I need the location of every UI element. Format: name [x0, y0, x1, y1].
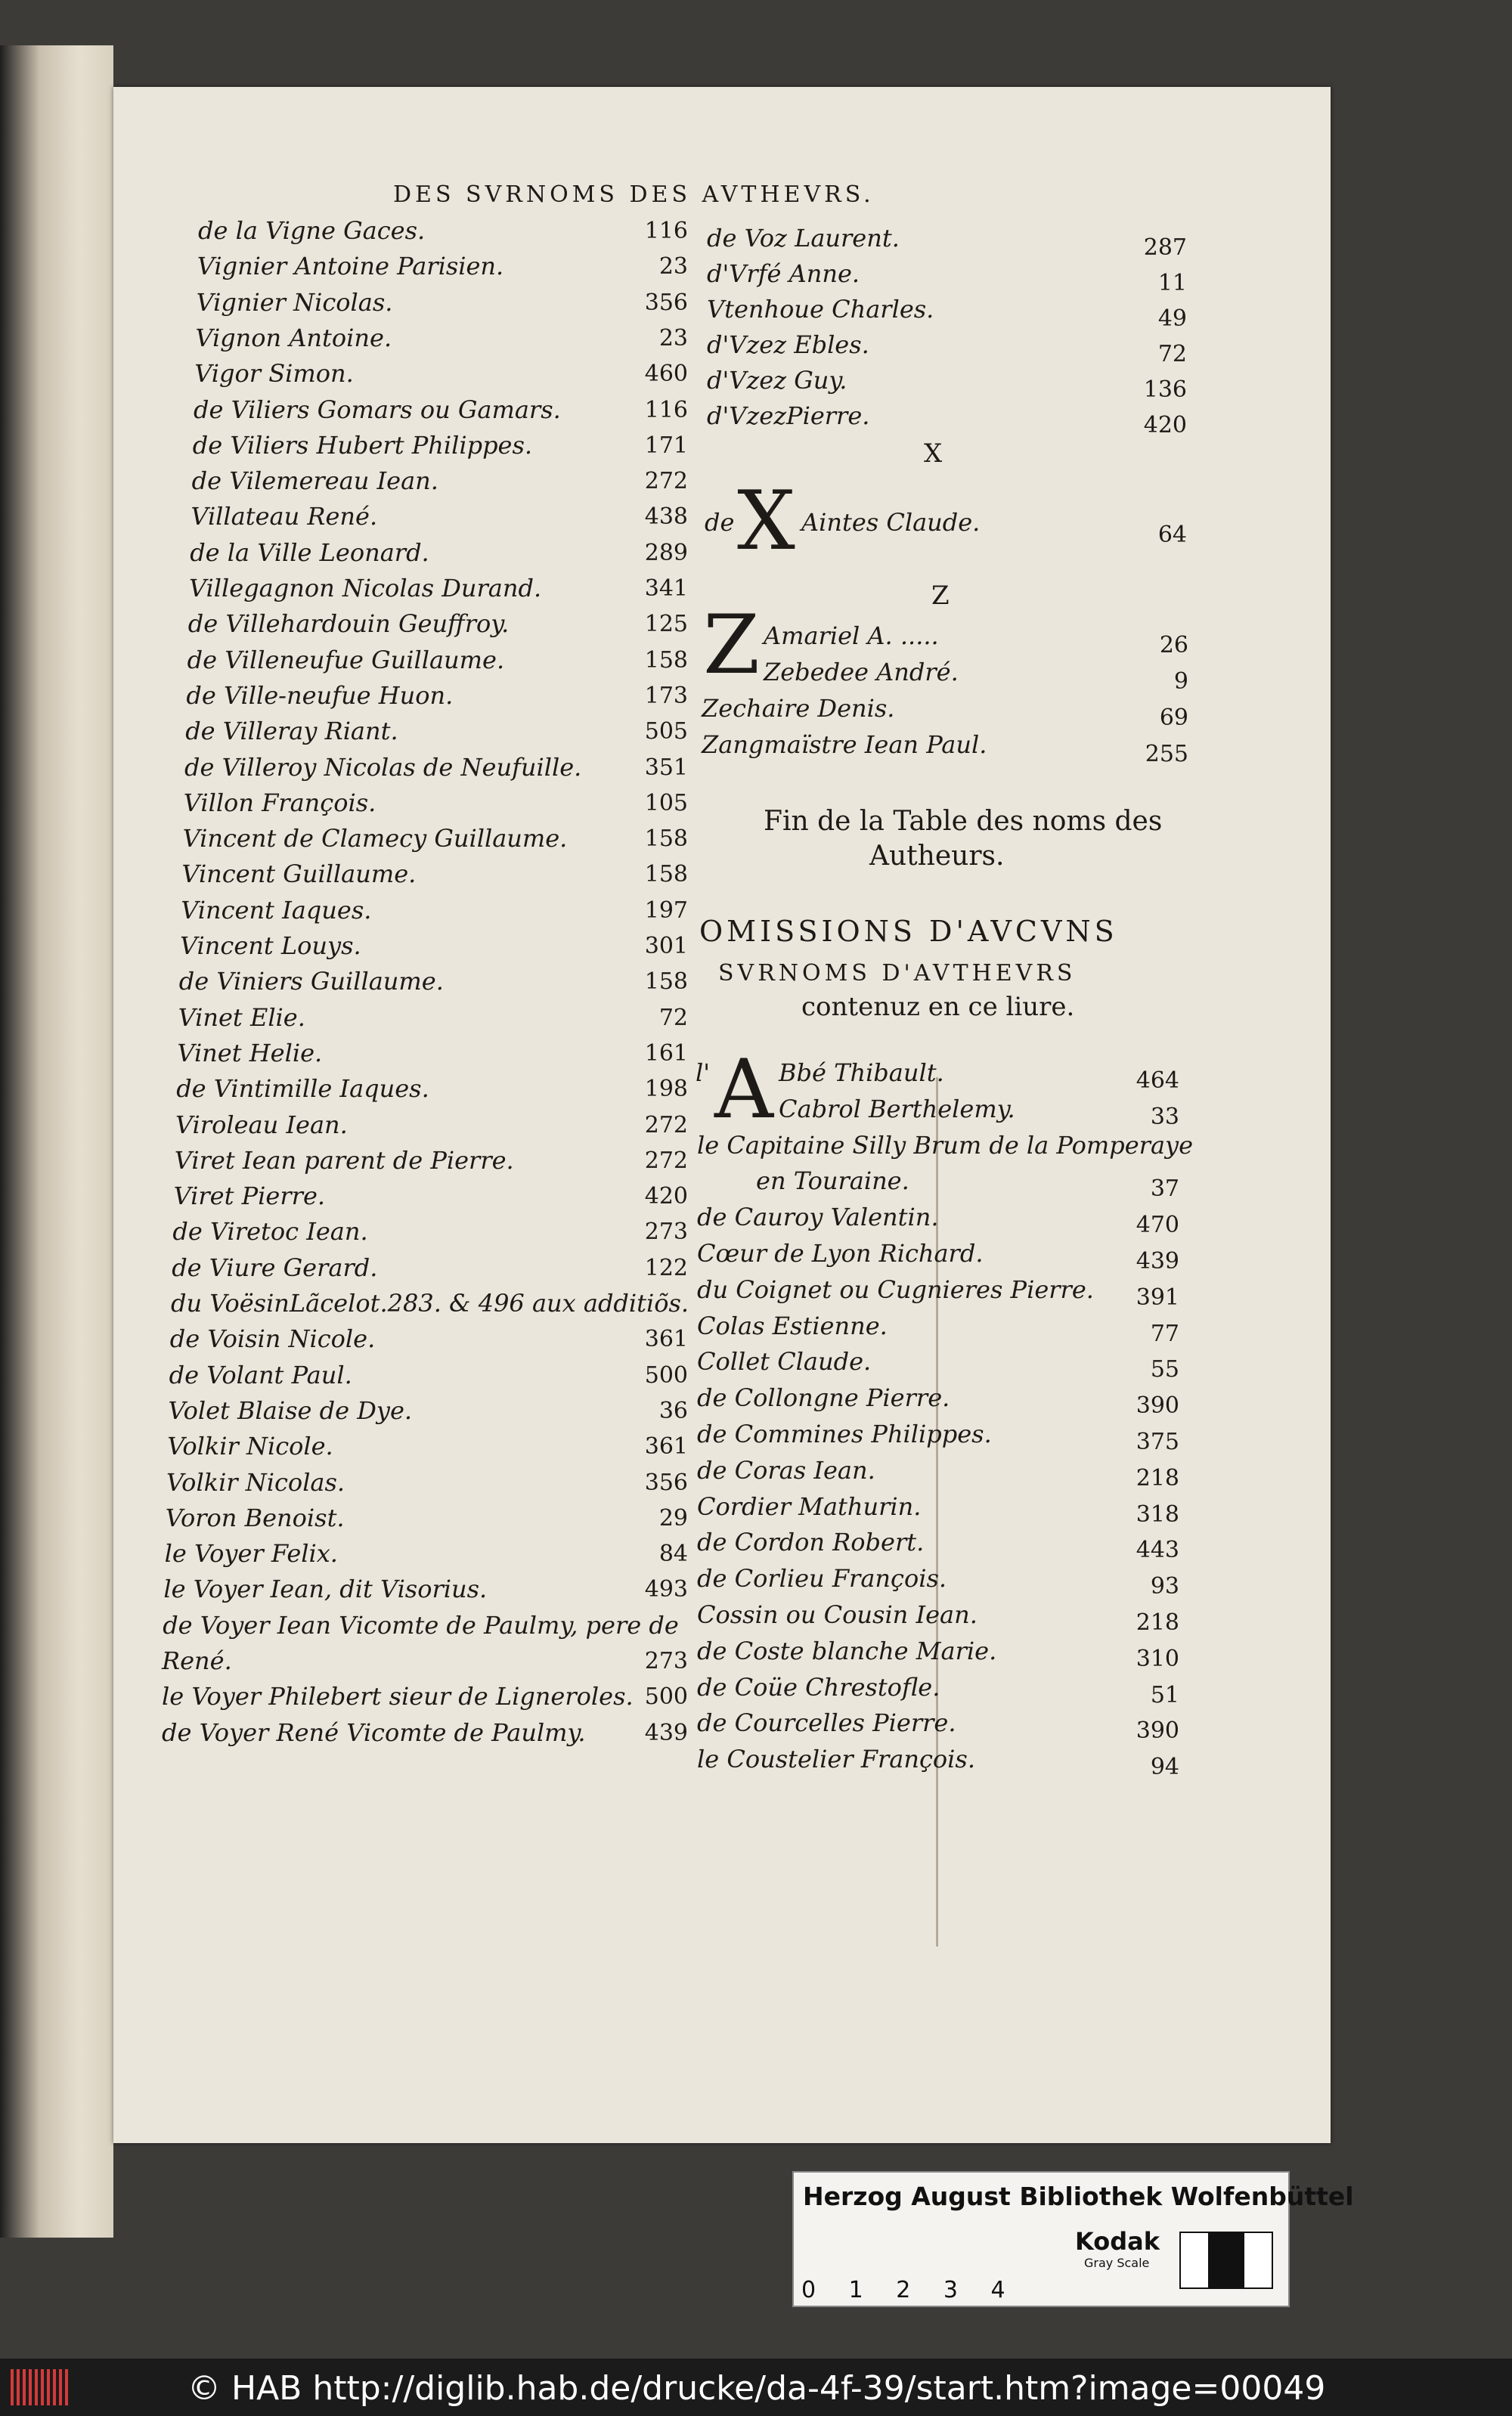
left-entry-name: Viret Pierre.: [173, 1182, 326, 1211]
right-v-name: Vtenhoue Charles.: [707, 295, 934, 324]
omission-entry-page: 390: [1136, 1392, 1179, 1420]
right-v-name: d'Vrfé Anne.: [707, 259, 860, 288]
omission-entry-name: de Coras Iean.: [697, 1455, 875, 1485]
left-entry-page: 125: [644, 611, 688, 638]
left-entry-name: le Voyer Iean, dit Visorius.: [163, 1575, 488, 1604]
omissions-subheading: contenuz en ce liure.: [801, 992, 1075, 1022]
omissions-heading-2: SVRNOMS D'AVTHEVRS: [718, 960, 1077, 987]
omission-entry-page: 318: [1136, 1501, 1179, 1528]
left-entry-page: 273: [644, 1219, 688, 1246]
left-entry-page: 105: [644, 789, 688, 816]
left-entry-name: le Voyer Philebert sieur de Ligneroles.: [162, 1682, 634, 1711]
left-entry-name: de Viliers Gomars ou Gamars.: [194, 395, 561, 424]
left-entry-page: 438: [644, 503, 688, 531]
right-v-page: 11: [1157, 270, 1187, 296]
kodak-logo: Kodak: [1075, 2227, 1160, 2256]
left-entry-page: 272: [644, 468, 688, 495]
left-entry-page: 272: [644, 1111, 688, 1138]
omission-entry-page: 55: [1150, 1356, 1179, 1383]
z-entry-page: 26: [1159, 632, 1188, 658]
left-entry-page: 356: [644, 1469, 688, 1496]
z-entry-name: Zebedee André.: [764, 658, 959, 686]
left-entry-name: Volet Blaise de Dye.: [168, 1395, 413, 1425]
scale-numbers: 0 1 2 3 4: [801, 2277, 1005, 2303]
z-entry-name: Zangmaïstre Iean Paul.: [702, 730, 987, 759]
left-entry-name: Vignier Antoine Parisien.: [197, 252, 504, 281]
x-entry-page: 64: [1157, 522, 1187, 548]
left-entry-name: Volkir Nicolas.: [166, 1467, 345, 1497]
footer-bar: [0, 2359, 1512, 2416]
left-entry-name: Vignon Antoine.: [195, 323, 392, 352]
left-entry-name: Volkir Nicole.: [167, 1432, 333, 1461]
right-v-name: de Voz Laurent.: [707, 224, 900, 252]
omission-entry-page: 77: [1150, 1320, 1179, 1347]
omission-entry-name: en Touraine.: [756, 1166, 909, 1196]
omission-entry-page: 443: [1136, 1537, 1179, 1564]
omission-entry-page: 51: [1150, 1681, 1179, 1708]
left-entry-name: du VoësinLãcelot.283. & 496 aux additiõs.: [171, 1289, 689, 1318]
section-letter-z: Z: [931, 581, 950, 611]
left-entry-name: de Villehardouin Geuffroy.: [187, 609, 510, 639]
barcode-icon: [11, 2369, 71, 2405]
omission-entry-name: de Coste blanche Marie.: [697, 1636, 997, 1665]
left-entry-page: 161: [644, 1039, 688, 1067]
omission-entry-page: 93: [1150, 1573, 1179, 1600]
left-entry-name: de la Vigne Gaces.: [198, 216, 426, 245]
library-color-label: [792, 2171, 1354, 2307]
omission-entry-page: 464: [1136, 1067, 1179, 1094]
omission-entry-name: de Cauroy Valentin.: [697, 1203, 939, 1232]
right-v-name: d'VzezPierre.: [707, 401, 870, 430]
label-title: Herzog August Bibliothek Wolfenbüttel: [803, 2182, 1354, 2211]
omission-entry-name: de Corlieu François.: [697, 1564, 947, 1594]
left-entry-page: 29: [658, 1504, 688, 1532]
left-entry-name: Vincent de Clamecy Guillaume.: [182, 824, 568, 853]
omission-entry-name: Bbé Thibault.: [779, 1058, 944, 1087]
left-entry-page: 493: [644, 1576, 688, 1603]
left-entry-name: René.: [162, 1646, 232, 1675]
omission-entry-name: le Coustelier François.: [697, 1745, 975, 1774]
omission-entry-page: 218: [1136, 1609, 1179, 1636]
book-spine: [0, 45, 113, 2238]
left-entry-name: Vinet Elie.: [178, 1002, 305, 1032]
right-v-page: 287: [1143, 234, 1187, 261]
left-entry-name: de Voyer René Vicomte de Paulmy.: [162, 1718, 586, 1747]
z-entry-page: 69: [1159, 705, 1188, 731]
a-drop-cap: A: [714, 1042, 773, 1137]
left-entry-page: 361: [644, 1326, 688, 1353]
left-entry-name: de Viure Gerard.: [172, 1253, 378, 1282]
section-letter-x: X: [924, 438, 943, 469]
running-head: DES SVRNOMS DES AVTHEVRS.: [393, 181, 875, 208]
x-entry-name: Aintes Claude.: [801, 508, 981, 537]
left-entry-name: de Villeray Riant.: [185, 717, 398, 746]
omission-entry-page: 310: [1136, 1645, 1179, 1672]
left-entry-name: de Volant Paul.: [169, 1360, 352, 1389]
omission-entry-name: de Courcelles Pierre.: [697, 1708, 956, 1738]
left-entry-page: 356: [644, 289, 688, 316]
footer-url[interactable]: © HAB http://diglib.hab.de/drucke/da-4f-39/start.htm?image=00049: [187, 2369, 1326, 2408]
omission-entry-name: Colas Estienne.: [697, 1311, 888, 1340]
left-entry-page: 116: [644, 218, 688, 244]
left-entry-name: de Ville-neufue Huon.: [186, 680, 454, 710]
left-entry-page: 341: [644, 575, 688, 602]
right-v-page: 49: [1157, 305, 1187, 332]
z-entry-name: Amariel A. .....: [764, 621, 939, 650]
left-entry-page: 505: [644, 718, 688, 745]
left-entry-name: de Viliers Hubert Philippes.: [192, 430, 533, 460]
left-entry-page: 198: [644, 1076, 688, 1103]
left-entry-name: de Voyer Iean Vicomte de Paulmy, pere de: [163, 1610, 679, 1640]
left-entry-name: Vincent Iaques.: [181, 895, 372, 925]
omission-entry-page: 37: [1150, 1175, 1179, 1203]
x-drop-cap: X: [737, 474, 795, 568]
left-entry-page: 72: [658, 1004, 688, 1031]
left-entry-page: 272: [644, 1147, 688, 1174]
z-entry-page: 9: [1173, 668, 1188, 695]
left-entry-name: Vignier Nicolas.: [196, 287, 393, 317]
left-entry-name: de Villeneufue Guillaume.: [187, 645, 505, 674]
left-entry-page: 197: [644, 897, 688, 924]
omission-entry-name: de Collongne Pierre.: [697, 1383, 950, 1413]
gray-swatch: [1179, 2232, 1273, 2289]
left-entry-page: 361: [644, 1433, 688, 1460]
right-v-page: 72: [1157, 341, 1187, 367]
omission-entry-name: Cossin ou Cousin Iean.: [697, 1600, 978, 1629]
left-entry-page: 23: [658, 253, 688, 280]
left-entry-page: 420: [644, 1183, 688, 1210]
omission-entry-name: Cœur de Lyon Richard.: [697, 1239, 984, 1268]
left-entry-page: 158: [644, 968, 688, 996]
left-entry-name: Villateau René.: [191, 502, 378, 531]
left-entry-name: Voron Benoist.: [165, 1503, 345, 1532]
omission-entry-name: Cordier Mathurin.: [697, 1491, 922, 1521]
left-entry-name: de la Ville Leonard.: [190, 537, 429, 567]
omission-entry-page: 218: [1136, 1464, 1179, 1491]
left-entry-name: de Villeroy Nicolas de Neufuille.: [184, 752, 582, 782]
fin-table-line: Autheurs.: [869, 841, 1005, 872]
a-prefix: l': [696, 1058, 711, 1087]
left-entry-page: 301: [644, 933, 688, 959]
left-entry-page: 158: [644, 825, 688, 853]
left-entry-name: Vincent Guillaume.: [181, 860, 417, 889]
left-entry-name: de Viniers Guillaume.: [178, 967, 444, 996]
gray-scale-text: Gray Scale: [1084, 2256, 1150, 2270]
omission-entry-page: 391: [1136, 1284, 1179, 1311]
left-entry-name: Vincent Louys.: [180, 931, 361, 960]
left-entry-page: 500: [644, 1683, 688, 1711]
left-entry-page: 158: [644, 861, 688, 888]
left-entry-name: Vigor Simon.: [194, 359, 354, 389]
left-entry-page: 36: [658, 1397, 688, 1424]
omission-entry-name: de Cordon Robert.: [697, 1528, 925, 1557]
omission-entry-page: 390: [1136, 1718, 1179, 1745]
left-entry-name: Vinet Helie.: [177, 1038, 323, 1067]
left-entry-page: 116: [644, 396, 688, 423]
left-entry-name: Villon François.: [183, 788, 376, 817]
right-v-page: 136: [1143, 376, 1187, 403]
left-entry-page: 500: [644, 1361, 688, 1389]
fin-table-line: Fin de la Table des noms des: [764, 806, 1163, 837]
left-entry-page: 351: [644, 754, 688, 781]
left-entry-name: le Voyer Felix.: [164, 1539, 338, 1569]
omission-entry-page: 470: [1136, 1212, 1179, 1239]
omission-entry-name: de Commines Philippes.: [697, 1420, 992, 1448]
left-entry-page: 273: [644, 1648, 688, 1674]
omission-entry-name: Collet Claude.: [697, 1347, 872, 1377]
omission-entry-name: Cabrol Berthelemy.: [779, 1094, 1015, 1123]
left-entry-name: Viroleau Iean.: [175, 1110, 348, 1139]
omissions-heading: OMISSIONS D'AVCVNS: [699, 915, 1118, 948]
left-entry-page: 84: [658, 1541, 688, 1568]
omission-entry-page: 439: [1136, 1248, 1179, 1275]
right-v-name: d'Vzez Guy.: [707, 366, 847, 395]
omission-entry-name: le Capitaine Silly Brum de la Pomperaye: [697, 1130, 1194, 1160]
left-entry-page: 439: [644, 1719, 688, 1746]
omission-entry-name: du Coignet ou Cugnieres Pierre.: [697, 1275, 1094, 1304]
left-entry-page: 171: [644, 432, 688, 459]
left-entry-name: de Viretoc Iean.: [172, 1217, 368, 1247]
omission-entry-page: 94: [1150, 1754, 1179, 1781]
left-entry-name: Villegagnon Nicolas Durand.: [189, 574, 542, 602]
left-entry-page: 289: [644, 539, 688, 566]
z-entry-page: 255: [1145, 741, 1188, 767]
left-entry-name: Viret Iean parent de Pierre.: [174, 1145, 514, 1175]
x-prefix: de: [705, 508, 735, 537]
omission-entry-name: de Coüe Chrestofle.: [697, 1672, 940, 1702]
z-drop-cap: Z: [703, 598, 761, 692]
left-entry-page: 158: [644, 646, 688, 674]
left-entry-name: de Vintimille Iaques.: [176, 1074, 429, 1104]
left-entry-name: de Voisin Nicole.: [169, 1324, 376, 1354]
left-entry-page: 460: [644, 361, 688, 388]
omission-entry-page: 375: [1136, 1429, 1179, 1455]
left-entry-page: 173: [644, 682, 688, 709]
z-entry-name: Zechaire Denis.: [702, 694, 895, 723]
right-v-name: d'Vzez Ebles.: [707, 330, 869, 359]
right-v-page: 420: [1143, 412, 1187, 438]
left-entry-page: 23: [658, 324, 688, 352]
left-entry-page: 122: [644, 1254, 688, 1281]
omission-entry-page: 33: [1150, 1103, 1179, 1130]
left-entry-name: de Vilemereau Iean.: [191, 466, 438, 496]
